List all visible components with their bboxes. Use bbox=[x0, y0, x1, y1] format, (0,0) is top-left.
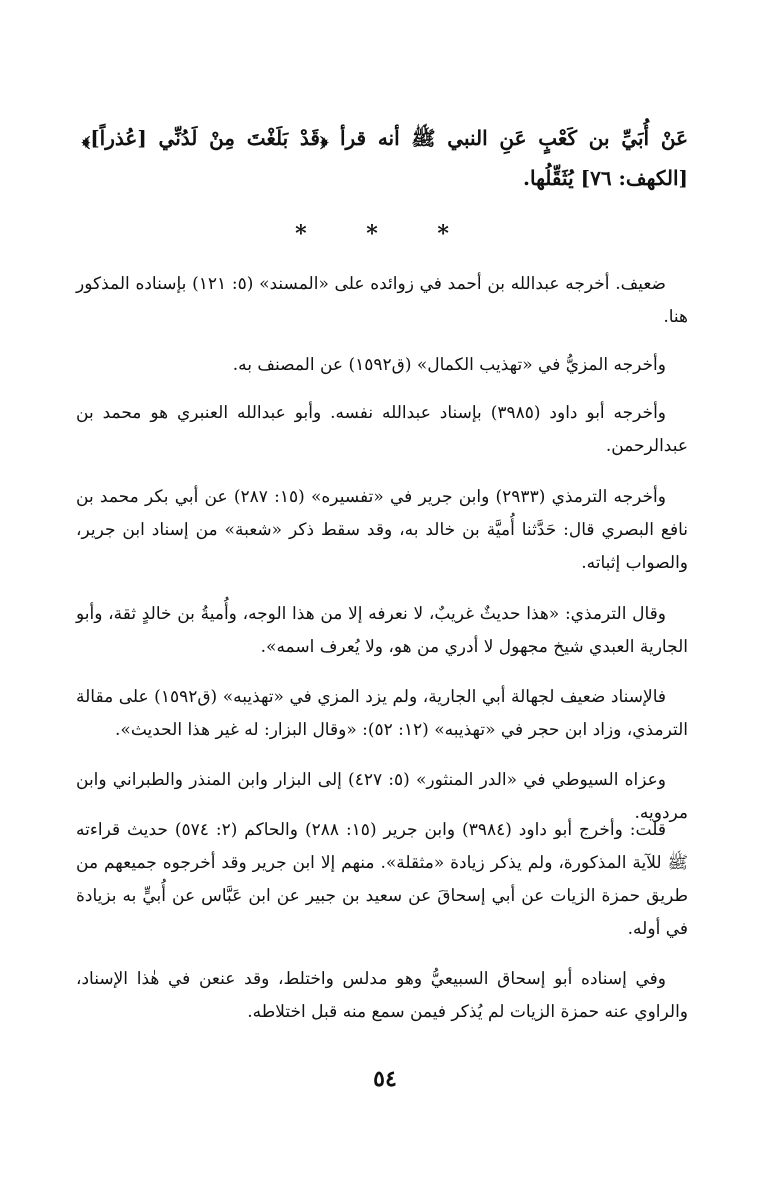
paragraph-1-text: ضعيف. أخرجه عبدالله بن أحمد في زوائده على «المسند» (٥: ١٢١) بإسناده المذكور هنا. bbox=[76, 274, 688, 327]
section-separator: * * * bbox=[295, 221, 475, 247]
paragraph-7-text: وعزاه السيوطي في «الدر المنثور» (٥: ٤٢٧) إلى البزار وابن المنذر والطبراني وابن مردويه. bbox=[76, 770, 688, 823]
paragraph-4-text: وأخرجه الترمذي (٢٩٣٣) وابن جرير في «تفسيره» (١٥: ٢٨٧) عن أبي بكر محمد بن نافع البصري قال: حَدَّثنا أُميَّة بن خالد به، وقد سقط ذكر «شعبة» من إسناد ابن جرير، والصواب إثباته. bbox=[76, 487, 688, 573]
paragraph-3 bbox=[76, 397, 688, 463]
paragraph-2-text: وأخرجه المزيُّ في «تهذيب الكمال» (ق١٥٩٢) عن المصنف به. bbox=[232, 355, 666, 375]
paragraph-9 bbox=[76, 963, 688, 1029]
paragraph-6 bbox=[76, 681, 688, 747]
hadith-text: عَنْ أُبَيِّ بن كَعْبٍ عَنِ النبي ﷺ أنه قرأ ﴿قَدْ بَلَغْتَ مِنْ لَدُنِّي [عُذراً]﴾ [الكهف: ٧٦] يُثَقِّلُها. bbox=[82, 126, 688, 190]
page-number: ٥٤ bbox=[373, 1066, 397, 1092]
paragraph-1 bbox=[76, 268, 688, 334]
paragraph-5-text: وقال الترمذي: «هذا حديثٌ غريبٌ، لا نعرفه إلا من هذا الوجه، وأُميةُ بن خالدٍ ثقة، وأبو الجارية العبدي شيخ مجهول لا أدري من هو، ولا يُعرف اسمه». bbox=[76, 604, 688, 657]
paragraph-3-text: وأخرجه أبو داود (٣٩٨٥) بإسناد عبدالله نفسه. وأبو عبدالله العنبري هو محمد بن عبدالرحمن. bbox=[76, 403, 688, 456]
paragraph-9-text: وفي إسناده أبو إسحاق السبيعيُّ وهو مدلس واختلط، وقد عنعن في هٰذا الإسناد، والراوي عنه حمزة الزيات لم يُذكر فيمن سمع منه قبل اختلاطه. bbox=[76, 969, 688, 1022]
paragraph-2 bbox=[76, 349, 688, 382]
paragraph-4 bbox=[76, 481, 688, 580]
paragraph-8-text: قلت: وأخرج أبو داود (٣٩٨٤) وابن جرير (١٥: ٢٨٨) والحاكم (٢: ٥٧٤) حديث قراءته ﷺ للآية المذكورة، ولم يذكر زيادة «مثقلة». منهم إلا ابن جرير وقد أخرجوه جميعهم من طريق حمزة الزيات عن أبي إسحاقَ عن سعيد بن جبير عن ابن عَبَّاس عن أُبيٍّ به بزيادة في أوله. bbox=[76, 820, 688, 939]
paragraph-6-text: فالإسناد ضعيف لجهالة أبي الجارية، ولم يزد المزي في «تهذيبه» (ق١٥٩٢) على مقالة الترمذي، وزاد ابن حجر في «تهذيبه» (١٢: ٥٢): «وقال البزار: له غير هذا الحديث». bbox=[76, 687, 688, 740]
paragraph-5 bbox=[76, 598, 688, 664]
paragraph-8 bbox=[76, 814, 688, 946]
